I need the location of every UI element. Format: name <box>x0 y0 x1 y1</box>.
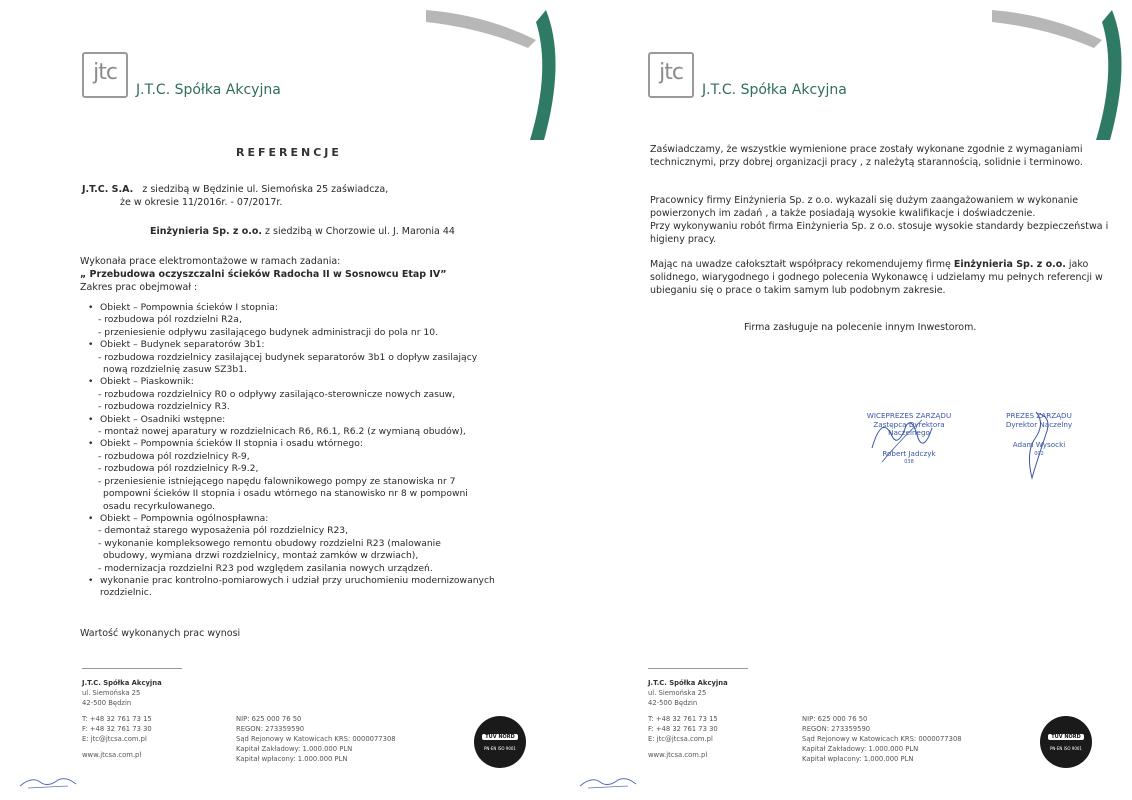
para2-line1: Pracownicy firmy Einżynieria Sp. z o.o. wykazali się dużym zaangażowaniem w wykonanie <box>650 195 1079 206</box>
para2-line4: higieny pracy. <box>650 234 717 245</box>
vice-president-signature-icon <box>862 408 952 468</box>
project-name: „ Przebudowa oczyszczalni ścieków Radocha II w Sosnowcu Etap IV” <box>80 269 447 280</box>
para3-line1: Mając na uwadze całokształt współpracy rekomendujemy firmę Einżynieria Sp. z o.o. jako <box>650 259 1089 270</box>
footer-registry: NIP: 625 000 76 50 REGON: 273359590 Sąd Rejonowy w Katowicach KRS: 0000077308 Kapitał Zakładowy: 1.000.000 PLN Kapitał wpłacony: 1.000.000 PLN <box>802 715 962 763</box>
scope-subitem: - demontaż starego wyposażenia pól rozdzielnicy R23, <box>98 525 349 537</box>
work-intro: Wykonała prace elektromontażowe w ramach zadania: <box>80 256 341 267</box>
scope-subitem: - rozbudowa pól rozdzielnicy R-9.2, <box>98 463 259 475</box>
footer-address: J.T.C. Spółka Akcyjna ul. Siemońska 25 42-500 Będzin T: +48 32 761 73 15 F: +48 32 761 73 30 E: jtc@jtcsa.com.pl www.jtcsa.com.pl <box>82 679 162 759</box>
footer-divider <box>648 668 748 669</box>
scope-subitem: - rozbudowa rozdzielnicy zasilającej budynek separatorów 3b1 o dopływ zasilający <box>98 351 478 363</box>
scope-item: • Obiekt – Piaskownik: <box>88 376 508 388</box>
scope-heading: Zakres prac obejmował : <box>80 282 198 293</box>
iso-certification-seal: TÜV NORD PN-EN ISO 9001 <box>474 716 526 768</box>
scope-subitem: obudowy, wymiana drzwi rozdzielnicy, montaż zamków w drzwiach), <box>103 550 419 562</box>
footer-address: J.T.C. Spółka Akcyjna ul. Siemońska 25 42-500 Będzin T: +48 32 761 73 15 F: +48 32 761 73 30 E: jtc@jtcsa.com.pl www.jtcsa.com.pl <box>648 679 728 759</box>
scope-item: • Obiekt – Pompownia ogólnospławna: <box>88 513 508 525</box>
value-line: Wartość wykonanych prac wynosi <box>80 628 241 639</box>
scope-subitem: - rozbudowa rozdzielnicy R0 o odpływy zasilająco-sterownicze nowych zasuw, <box>98 388 456 400</box>
company-logo <box>82 52 281 98</box>
scope-item: • wykonanie prac kontrolno-pomiarowych i udział przy uruchomieniu modernizowanych <box>88 575 508 587</box>
company-name: J.T.C. Spółka Akcyjna <box>136 82 281 98</box>
para2-line2: powierzonych im zadań , a także posiadają wysokie kwalifikacje i doświadczenie. <box>650 208 1036 219</box>
scope-item: • Obiekt – Pompownia ścieków I stopnia: <box>88 302 508 314</box>
iso-certification-seal: TÜV NORD PN-EN ISO 9001 <box>1040 716 1092 768</box>
para3-line3: ubieganiu się o prace o takim samym lub podobnym zakresie. <box>650 285 946 296</box>
vice-president-stamp: WICEPREZES ZARZĄDU Zastępca Dyrektora Naczelnego Robert Jadczyk 038 <box>866 411 952 466</box>
para2-line3: Przy wykonywaniu robót firma Einżynieria Sp. z o.o. stosuje wysokie standardy bezpieczeństwa i <box>650 221 1109 232</box>
corner-decoration-icon <box>992 0 1132 140</box>
company-logo <box>648 52 847 98</box>
para3-line2: solidnego, wiarygodnego i godnego polecenia Wykonawcę i udzielamy mu pełnych referencji w <box>650 272 1103 283</box>
initials-signature-icon <box>578 772 638 792</box>
company-name: J.T.C. Spółka Akcyjna <box>702 82 847 98</box>
scope-subitem: - przeniesienie istniejącego napędu falownikowego pompy ze stanowiska nr 7 <box>98 475 456 487</box>
scope-subitem: - przeniesienie odpływu zasilającego budynek administracji do pola nr 10. <box>98 326 439 338</box>
scope-subitem: rozdzielnic. <box>100 587 152 599</box>
recommendation: Firma zasługuje na polecenie innym Inwestorom. <box>744 322 977 333</box>
scope-item: • Obiekt – Osadniki wstępne: <box>88 414 508 426</box>
intro-line-2: że w okresie 11/2016r. - 07/2017r. <box>120 197 283 208</box>
scope-subitem: - modernizacja rozdzielni R23 pod względem zasilania nowych urządzeń. <box>98 562 433 574</box>
jtc-logo-mark: jtc <box>648 52 694 98</box>
corner-decoration-icon <box>426 0 566 140</box>
para1-line2: technicznymi, przy dobrej organizacji pracy , z należytą starannością, solidnie i terminowo. <box>650 157 1083 168</box>
scope-subitem: - montaż nowej aparatury w rozdzielnicach R6, R6.1, R6.2 (z wymianą obudów), <box>98 426 466 438</box>
footer-registry: NIP: 625 000 76 50 REGON: 273359590 Sąd Rejonowy w Katowicach KRS: 0000077308 Kapitał Zakładowy: 1.000.000 PLN Kapitał wpłacony: 1.000.000 PLN <box>236 715 396 763</box>
intro-line-1: J.T.C. S.A. z siedzibą w Będzinie ul. Siemońska 25 zaświadcza, <box>82 184 389 195</box>
scope-subitem: osadu recyrkulowanego. <box>103 500 215 512</box>
firm-line: Einżynieria Sp. z o.o. z siedzibą w Chorzowie ul. J. Maronia 44 <box>150 226 455 237</box>
president-signature-icon <box>1006 404 1076 484</box>
scope-subitem: - rozbudowa rozdzielnicy R3. <box>98 401 230 413</box>
document-title: REFERENCJE <box>236 146 342 159</box>
scope-subitem: - rozbudowa pól rozdzielnicy R-9, <box>98 450 250 462</box>
scope-subitem: pompowni ścieków II stopnia i osadu wtórnego na stanowisko nr 8 w pompowni <box>103 488 468 500</box>
para1-line1: Zaświadczamy, że wszystkie wymienione prace zostały wykonane zgodnie z wymaganiami <box>650 144 1083 155</box>
scope-subitem: nową rozdzielnię zasuw SZ3b1. <box>103 364 247 376</box>
reference-page-2 <box>566 0 1132 800</box>
initials-signature-icon <box>18 772 78 792</box>
president-stamp: PREZES ZARZĄDU Dyrektor Naczelny Adam Wysocki 002 <box>1005 411 1073 457</box>
scope-list <box>88 302 508 600</box>
scope-item: • Obiekt – Budynek separatorów 3b1: <box>88 339 508 351</box>
scope-subitem: - rozbudowa pól rozdzielni R2a, <box>98 314 242 326</box>
scope-item: • Obiekt – Pompownia ścieków II stopnia i osadu wtórnego: <box>88 438 508 450</box>
jtc-logo-mark: jtc <box>82 52 128 98</box>
footer-divider <box>82 668 182 669</box>
scope-subitem: - wykonanie kompleksowego remontu obudowy rozdzielni R23 (malowanie <box>98 537 441 549</box>
